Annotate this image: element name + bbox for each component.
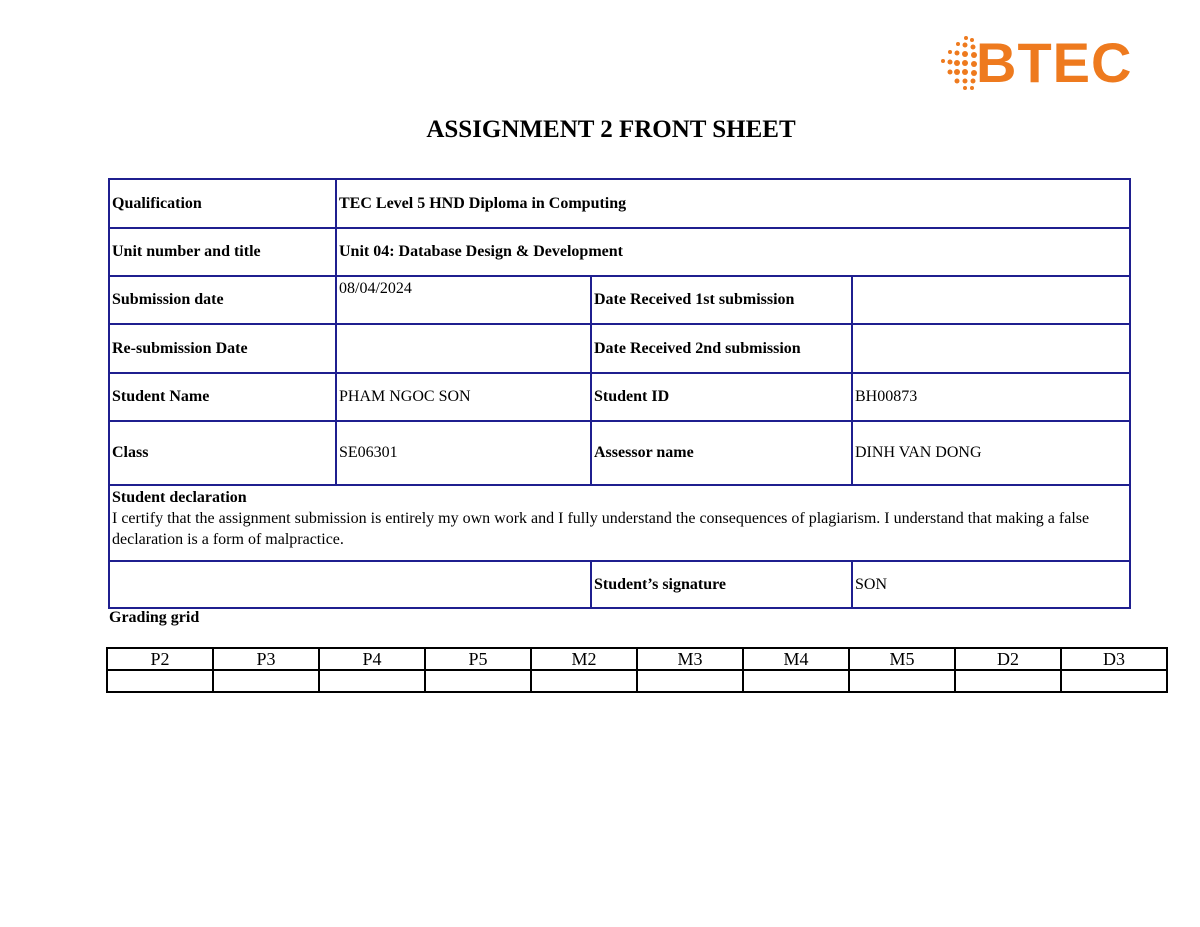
grading-grid-label: Grading grid	[109, 609, 200, 626]
declaration-title: Student declaration	[112, 489, 247, 506]
row-qualification	[109, 179, 1130, 228]
class-value: SE06301	[336, 421, 591, 485]
grade-cell	[1061, 670, 1167, 692]
grading-grid	[106, 647, 1168, 693]
grade-cell	[743, 670, 849, 692]
assessor-label: Assessor name	[591, 421, 852, 485]
grade-cell	[319, 670, 425, 692]
grade-cell	[425, 670, 531, 692]
signature-value: SON	[852, 561, 1130, 608]
assessor-value: DINH VAN DONG	[852, 421, 1130, 485]
row-class	[109, 421, 1130, 485]
grade-header: D2	[955, 648, 1061, 670]
qualification-value: TEC Level 5 HND Diploma in Computing	[336, 179, 1130, 228]
grade-header: P2	[107, 648, 213, 670]
signature-label: Student’s signature	[591, 561, 852, 608]
submission-date-label: Submission date	[109, 276, 336, 324]
date-received-2-value	[852, 324, 1130, 373]
grade-cell	[955, 670, 1061, 692]
declaration-text: I certify that the assignment submission is entirely my own work and I fully understand the consequences of plagiarism. I understand that making a false declaration is a form of malpractice.	[112, 510, 1090, 548]
front-sheet-table	[108, 178, 1131, 609]
page-title: ASSIGNMENT 2 FRONT SHEET	[426, 116, 796, 143]
signature-spacer	[109, 561, 591, 608]
grade-header: M4	[743, 648, 849, 670]
qualification-label: Qualification	[109, 179, 336, 228]
grade-header: P5	[425, 648, 531, 670]
grade-header: M3	[637, 648, 743, 670]
row-signature	[109, 561, 1130, 608]
student-id-label: Student ID	[591, 373, 852, 421]
student-id-value: BH00873	[852, 373, 1130, 421]
declaration-cell	[109, 485, 1130, 561]
resubmission-value	[336, 324, 591, 373]
row-submission	[109, 276, 1130, 324]
grade-cell	[637, 670, 743, 692]
grade-cell	[107, 670, 213, 692]
row-resubmission	[109, 324, 1130, 373]
grading-value-row	[107, 670, 1167, 692]
grade-cell	[531, 670, 637, 692]
grade-header: P3	[213, 648, 319, 670]
grading-header-row	[107, 648, 1167, 670]
row-declaration	[109, 485, 1130, 561]
btec-logo	[936, 31, 1133, 94]
date-received-1-label: Date Received 1st submission	[591, 276, 852, 324]
grade-cell	[213, 670, 319, 692]
grade-header: M2	[531, 648, 637, 670]
grade-header: P4	[319, 648, 425, 670]
grade-header: D3	[1061, 648, 1167, 670]
resubmission-label: Re-submission Date	[109, 324, 336, 373]
student-name-value: PHAM NGOC SON	[336, 373, 591, 421]
row-student	[109, 373, 1130, 421]
unit-label: Unit number and title	[109, 228, 336, 276]
unit-value: Unit 04: Database Design & Development	[336, 228, 1130, 276]
row-unit	[109, 228, 1130, 276]
logo-text: BTEC	[976, 31, 1133, 94]
date-received-2-label: Date Received 2nd submission	[591, 324, 852, 373]
student-name-label: Student Name	[109, 373, 336, 421]
grade-header: M5	[849, 648, 955, 670]
date-received-1-value	[852, 276, 1130, 324]
submission-date-value: 08/04/2024	[336, 276, 591, 324]
grade-cell	[849, 670, 955, 692]
class-label: Class	[109, 421, 336, 485]
